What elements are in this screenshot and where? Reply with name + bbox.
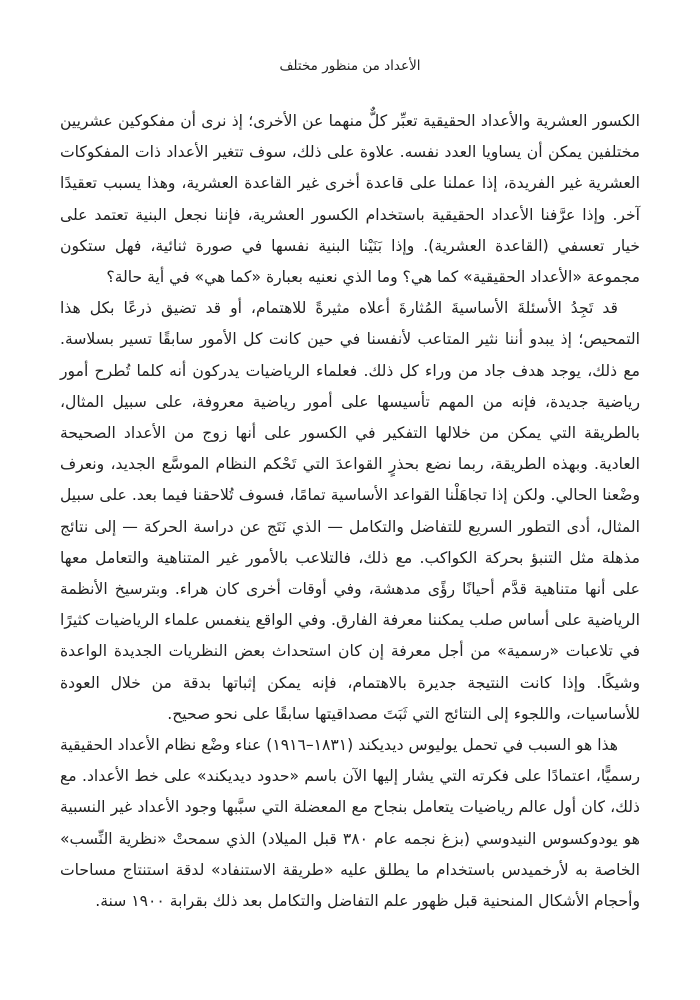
paragraph-1: الكسور العشرية والأعداد الحقيقية تعبِّر كلٌّ منهما عن الأخرى؛ إذ نرى أن مفكوكين عشريين مختلفين يمكن أن يساويا العدد نفسه. علاوة على ذلك، سوف تتغير الأعداد ذات المفكوكات العشرية غير الفريدة، إذا عملنا على قاعدة أخرى غير القاعدة العشرية، وهذا يسبب تعقيدًا آخر. وإذا عرَّفنا الأعداد الحقيقية باستخدام الكسور العشرية، فإننا نجعل البنية تعتمد على خيار تعسفي (القاعدة العشرية). وإذا بَنَيْنا البنية نفسها في صورة ثنائية، فهل ستكون مجموعة «الأعداد الحقيقية» كما هي؟ وما الذي نعنيه بعبارة «كما هي» في أية حالة؟ bbox=[60, 112, 640, 287]
paragraph-2: قد تَجِدُ الأسئلةَ الأساسيةَ المُثارةَ أعلاه مثيرةً للاهتمام، أو قد تضيق ذرعًا بكل هذا التمحيص؛ إذ يبدو أننا نثير المتاعب لأنفسنا في حين كانت كل الأمور سابقًا تسير بسلاسة. مع ذلك، يوجد هدف جاد من وراء كل ذلك. فعلماء الرياضيات يدركون أنه كلما تُطرح أمور رياضية جديدة، فإنه من المهم تأسيسها على أمور رياضية معروفة، على سبيل المثال، بالطريقة التي يمكن من خلالها التفكير في الكسور على أنها زوج من الأعداد الصحيحة العادية. وبهذه الطريقة، ربما نضع بحذرٍ القواعدَ التي تَحْكم النظام الموسَّع الجديد، ونعرف وضْعنا الحالي. ولكن إذا تجاهَلْنا القواعد الأساسية تمامًا، فسوف تُلاحقنا فيما بعد. على سبيل المثال، أدى التطور السريع للتفاضل والتكامل — الذي نَتَج عن دراسة الحركة — إلى نتائج مذهلة مثل التنبؤ بحركة الكواكب. مع ذلك، فالتلاعب بالأمور غير المتناهية والتعامل معها على أنها متناهية قدَّم أحيانًا رؤًى مدهشة، وفي أوقات أخرى كان هراء. وبترسيخ الأنظمة الرياضية على أساس صلب يمكننا معرفة الفارق. وفي الواقع ينغمس علماء الرياضيات كثيرًا في تلاعبات «رسمية» من أجل معرفة إن كان استحداث بعض النظريات الجديدة الواعدة وشيكًا. وإذا كانت النتيجة جديرة بالاهتمام، فإنه يمكن إثباتها بدقة من خلال العودة للأساسيات، واللجوء إلى النتائج التي ثَبَتَ مصداقيتها سابقًا على نحو صحيح. bbox=[60, 299, 640, 723]
running-header: الأعداد من منظور مختلف bbox=[279, 58, 421, 74]
paragraph-3: هذا هو السبب في تحمل يوليوس ديديكند (١٨٣١–١٩١٦) عناء وضْع نظام الأعداد الحقيقية رسميًّا، اعتمادًا على فكرته التي يشار إليها الآن باسم «حدود ديديكند» على خط الأعداد. مع ذلك، كان أول عالم رياضيات يتعامل بنجاح مع المعضلة التي سبَّبها وجود الأعداد غير النسبية هو يودوكسوس النيدوسي (بزغ نجمه عام ٣٨٠ قبل الميلاد) الذي سمحتْ «نظرية النِّسب» الخاصة به لأرخميدس باستخدام ما يطلق عليه «طريقة الاستنفاد» لدقة استنتاج مساحات وأحجام الأشكال المنحنية قبل ظهور علم التفاضل والتكامل بعد ذلك بقرابة ١٩٠٠ سنة. bbox=[60, 736, 640, 911]
